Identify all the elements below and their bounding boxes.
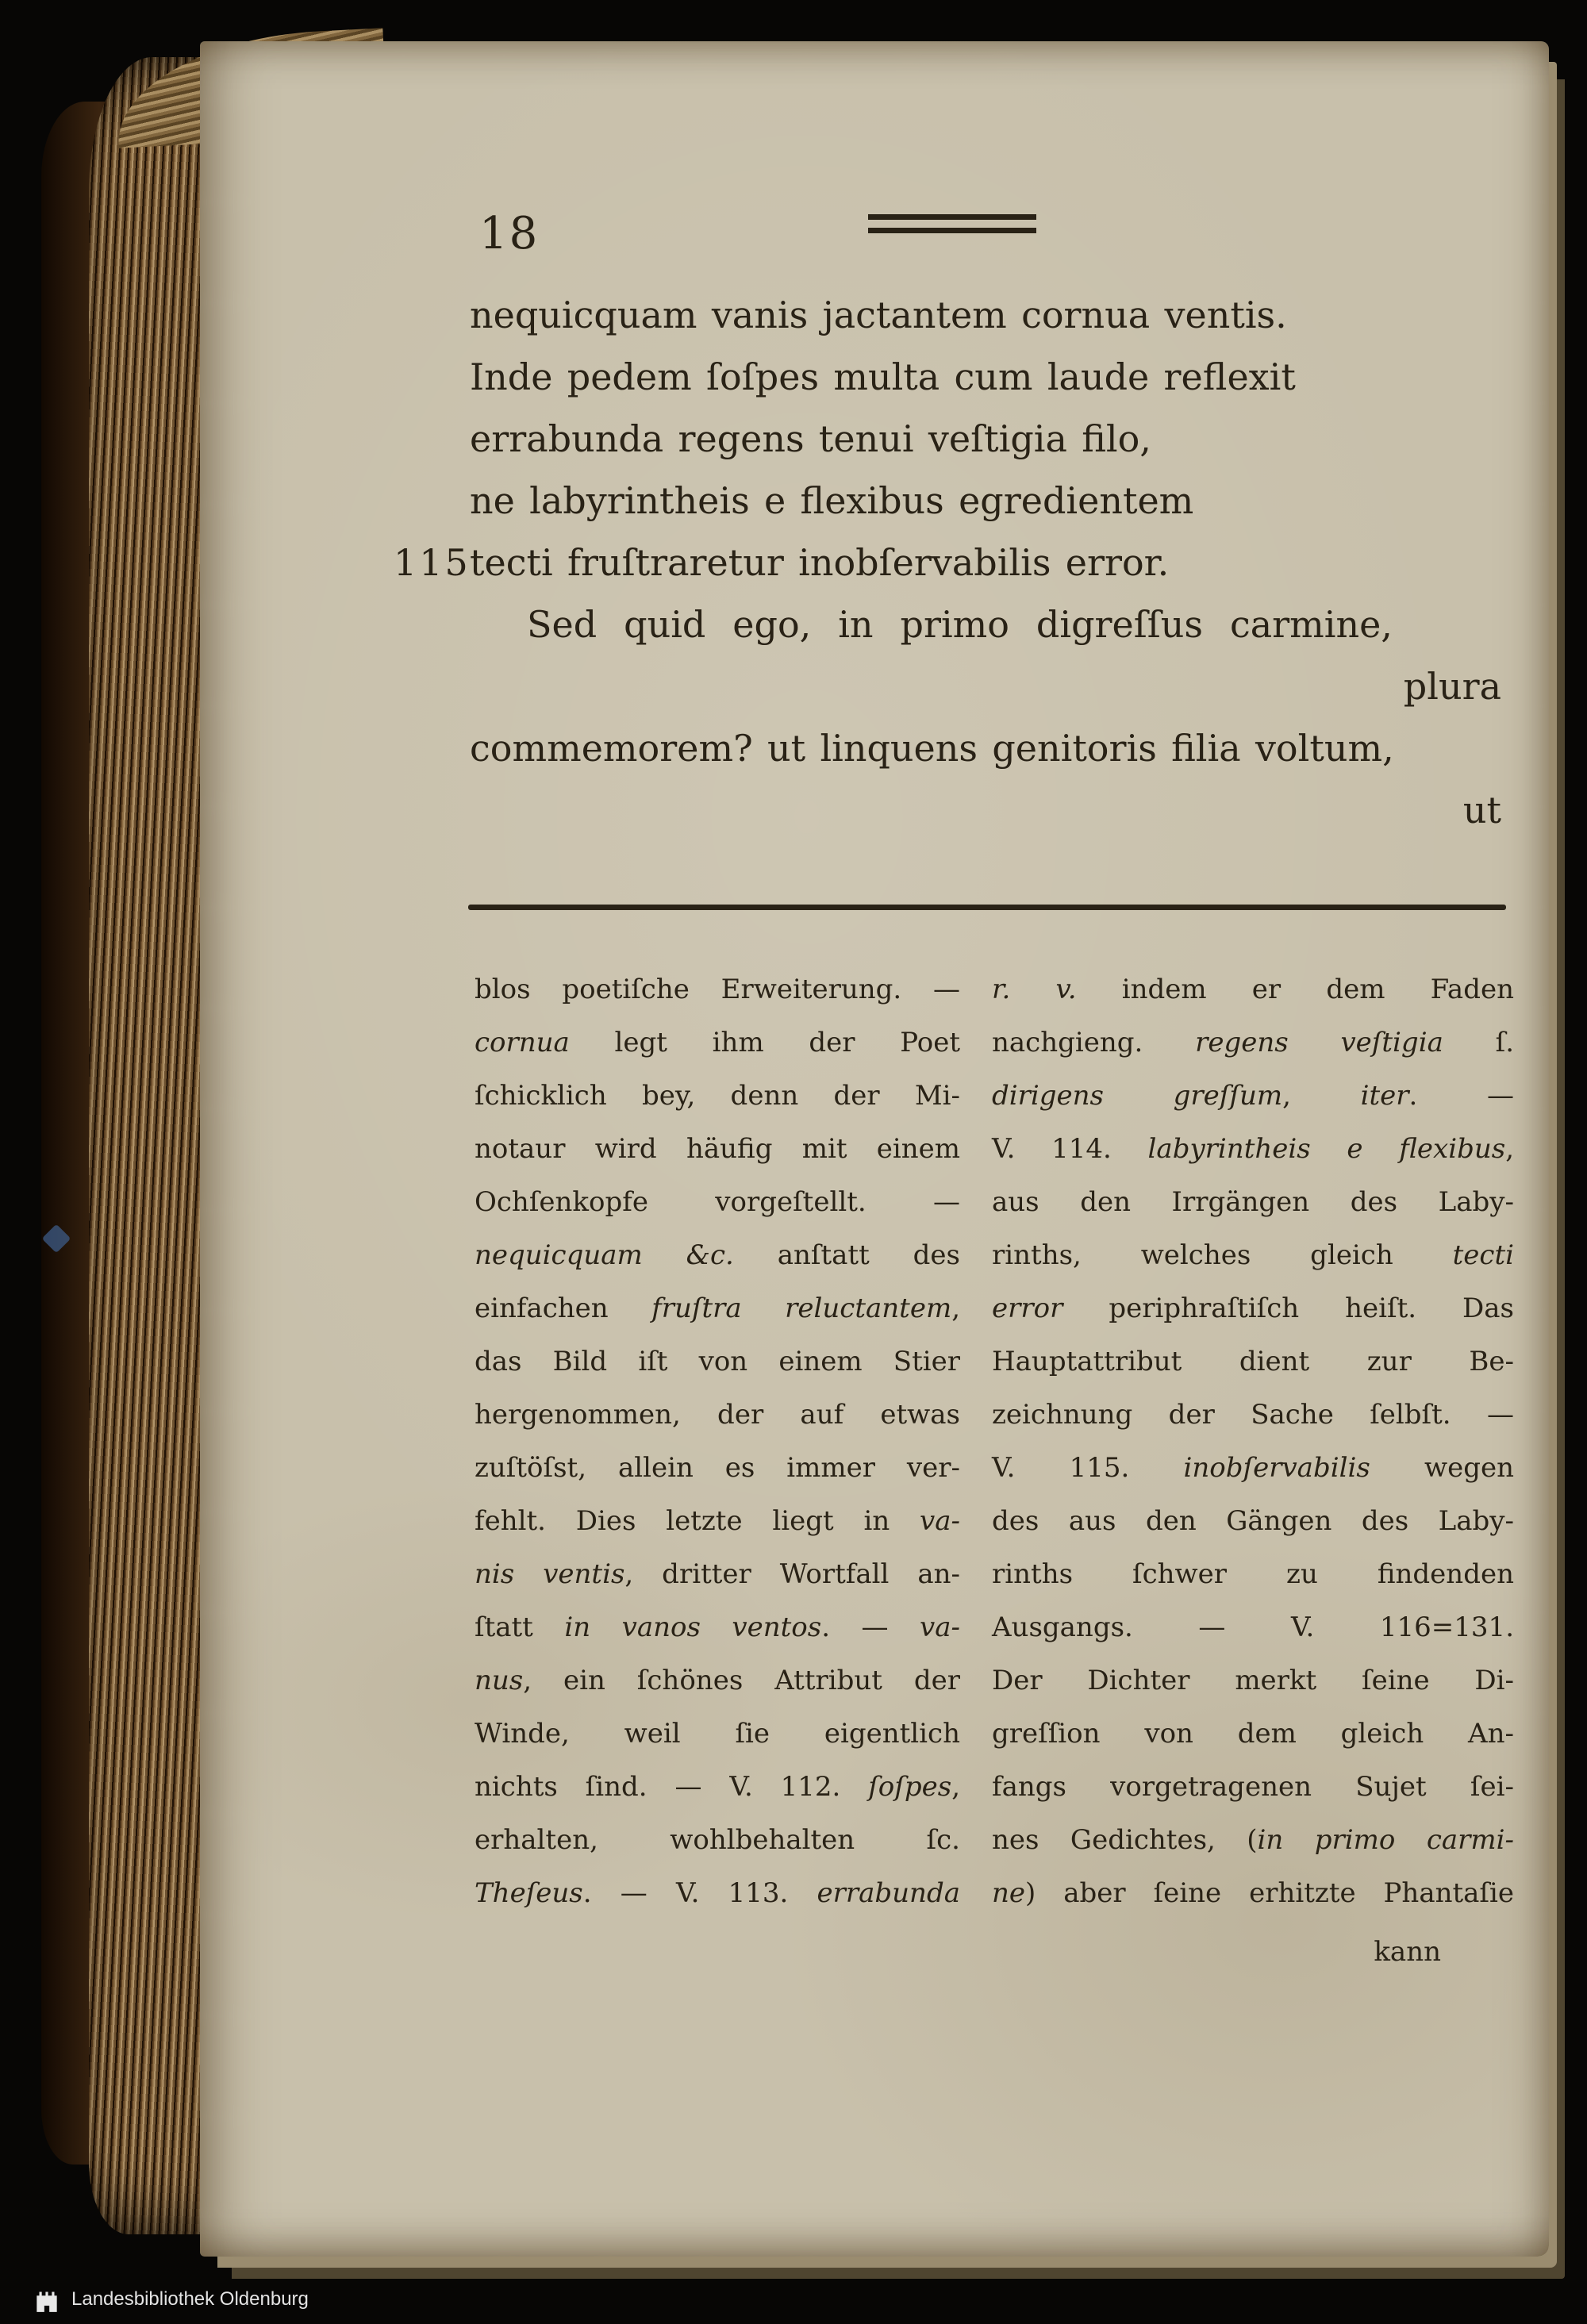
commentary-line: nes Gedichtes, (in primo carmi- bbox=[992, 1824, 1514, 1856]
page-number: 18 bbox=[479, 208, 540, 259]
catchword: kann bbox=[1374, 1936, 1441, 1968]
verse-line: commemorem? ut linquens genitoris filia voltum, bbox=[470, 727, 1394, 770]
commentary-line: erhalten, wohlbehalten ſc. bbox=[475, 1824, 960, 1856]
verse-block bbox=[394, 284, 1525, 841]
commentary-line: dirigens greſſum, iter. — bbox=[992, 1080, 1514, 1112]
verse-line: ut bbox=[1462, 789, 1501, 832]
commentary-line: nequicquam &c. anſtatt des bbox=[475, 1239, 960, 1271]
commentary-line: zeichnung der Sache ſelbſt. — bbox=[992, 1399, 1514, 1431]
commentary-line: nus, ein ſchönes Attribut der bbox=[475, 1665, 960, 1696]
library-watermark bbox=[32, 2280, 309, 2318]
commentary-line: hergenommen, der auf etwas bbox=[475, 1399, 960, 1431]
commentary-line: Ochſenkopfe vorgeſtellt. — bbox=[475, 1186, 960, 1218]
verse-line: 115 tecti fruſtraretur inobſervabilis error. bbox=[470, 532, 1525, 593]
commentary-line: rinths ſchwer zu findenden bbox=[992, 1558, 1514, 1590]
commentary-line: das Bild iſt von einem Stier bbox=[475, 1346, 960, 1377]
commentary-line: aus den Irrgängen des Laby- bbox=[992, 1186, 1514, 1218]
watermark-label: Landesbibliothek Oldenburg bbox=[71, 2288, 309, 2310]
section-divider bbox=[468, 905, 1506, 910]
commentary-line: fehlt. Dies letzte liegt in va- bbox=[475, 1505, 960, 1537]
commentary-line: V. 114. labyrintheis e flexibus, bbox=[992, 1133, 1514, 1165]
verse-line-number: 115 bbox=[394, 541, 471, 584]
verse-line: ne labyrintheis e flexibus egredientem bbox=[470, 479, 1194, 522]
verse-line: nequicquam vanis jactantem cornua ventis. bbox=[470, 294, 1287, 336]
commentary-line: V. 115. inobſervabilis wegen bbox=[992, 1452, 1514, 1484]
commentary-block bbox=[475, 963, 1514, 1984]
header-ornament bbox=[868, 214, 1036, 233]
commentary-line: einfachen fruſtra reluctantem, bbox=[475, 1293, 960, 1324]
commentary-line: Der Dichter merkt ſeine Di- bbox=[992, 1665, 1514, 1696]
verse-line: errabunda regens tenui veſtigia filo, bbox=[470, 417, 1151, 460]
commentary-line: ne) aber ſeine erhitzte Phantaſie bbox=[992, 1877, 1514, 1909]
commentary-line: zuſtöſst, allein es immer ver- bbox=[475, 1452, 960, 1484]
commentary-line: ſtatt in vanos ventos. — va- bbox=[475, 1611, 960, 1643]
commentary-line: blos poetiſche Erweiterung. — bbox=[475, 974, 960, 1005]
commentary-line: des aus den Gängen des Laby- bbox=[992, 1505, 1514, 1537]
commentary-line: ſchicklich bey, denn der Mi- bbox=[475, 1080, 960, 1112]
commentary-line: rinths, welches gleich tecti bbox=[992, 1239, 1514, 1271]
commentary-line: fangs vorgetragenen Sujet ſei- bbox=[992, 1771, 1514, 1803]
commentary-line: cornua legt ihm der Poet bbox=[475, 1027, 960, 1058]
commentary-line: error periphraſtiſch heiſt. Das bbox=[992, 1293, 1514, 1324]
page-edges bbox=[89, 57, 216, 2234]
verse-line: plura bbox=[1403, 665, 1501, 708]
commentary-line: nis ventis, dritter Wortfall an- bbox=[475, 1558, 960, 1590]
commentary-line: Hauptattribut dient zur Be- bbox=[992, 1346, 1514, 1377]
commentary-line: nichts ſind. — V. 112. ſoſpes, bbox=[475, 1771, 960, 1803]
verse-line: Sed quid ego, in primo digreſſus carmine, bbox=[527, 603, 1393, 646]
commentary-line: Winde, weil ſie eigentlich bbox=[475, 1718, 960, 1750]
commentary-line: Theſeus. — V. 113. errabunda bbox=[475, 1877, 960, 1909]
commentary-line: Ausgangs. — V. 116=131. bbox=[992, 1611, 1514, 1643]
commentary-left bbox=[475, 963, 960, 1984]
book-page bbox=[200, 41, 1549, 2257]
commentary-line: greſſion von dem gleich An- bbox=[992, 1718, 1514, 1750]
verse-line: Inde pedem ſoſpes multa cum laude reflexit bbox=[470, 355, 1296, 398]
commentary-line: nachgieng. regens veſtigia ſ. bbox=[992, 1027, 1514, 1058]
library-logo-icon bbox=[32, 2284, 62, 2314]
commentary-right bbox=[992, 963, 1514, 1984]
commentary-line: r. v. indem er dem Faden bbox=[992, 974, 1514, 1005]
commentary-line: notaur wird häufig mit einem bbox=[475, 1133, 960, 1165]
